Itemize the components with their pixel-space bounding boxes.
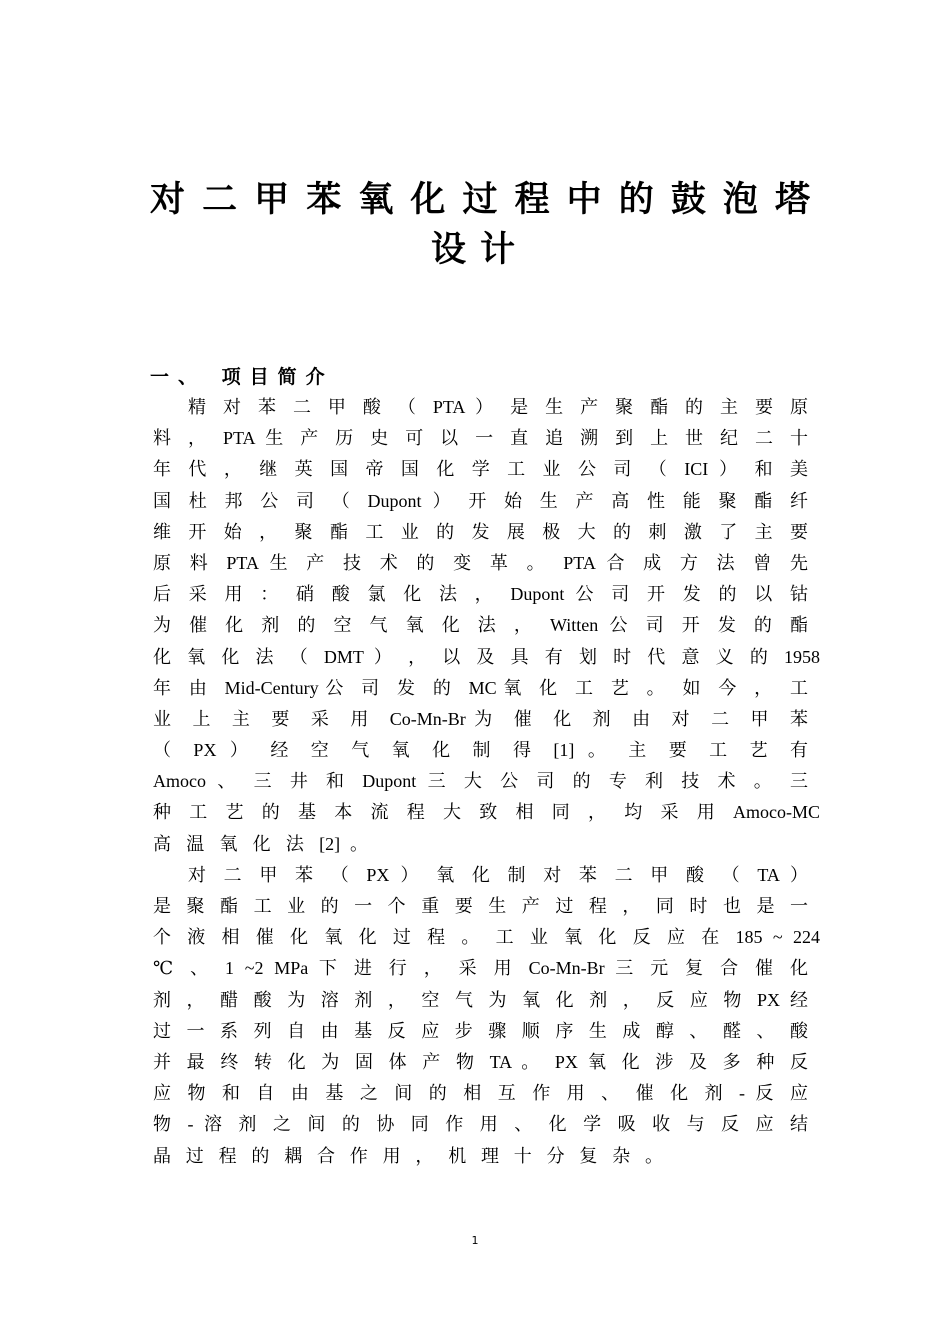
text-line: 晶 过 程 的 耦 合 作 用 ， 机 理 十 分 复 杂 。: [153, 1145, 663, 1166]
document-title-line-1: 对二甲苯氧化过程中的鼓泡塔: [150, 180, 810, 220]
text-line: 过 一 系 列 自 由 基 反 应 步 骤 顺 序 生 成 醇 、 醛 、 酸: [153, 1020, 808, 1041]
text-line: 料 ， PTA 生 产 历 史 可 以 一 直 追 溯 到 上 世 纪 二 十: [153, 428, 808, 449]
text-line: 剂 ， 醋 酸 为 溶 剂 ， 空 气 为 氧 化 剂 ， 反 应 物 PX 经: [153, 989, 808, 1010]
paragraph-2: [153, 860, 820, 1172]
text-line: 业 上 主 要 采 用 Co-Mn-Br为 催 化 剂 由 对 二 甲 苯: [153, 708, 808, 729]
text-line: 并 最 终 转 化 为 固 体 产 物 TA 。 PX 氧 化 涉 及 多 种 反: [153, 1051, 808, 1072]
text-line: 化 氧 化 法 （ DMT ） ， 以 及 具 有 划 时 代 意 义 的 1958: [153, 646, 821, 667]
text-line: 原 料 PTA 生 产 技 术 的 变 革 。 PTA 合 成 方 法 曾 先: [153, 552, 808, 573]
page-number: 1: [471, 1234, 479, 1247]
text-line: 年 代 ， 继 英 国 帝 国 化 学 工 业 公 司 （ ICI ） 和 美: [153, 459, 808, 480]
text-line: ℃ 、 1 ~2 MPa 下 进 行 ， 采 用 Co-Mn-Br 三 元 复 合 催 化: [153, 958, 808, 979]
text-line: （ PX ） 经 空 气 氧 化 制 得 [1] 。 主 要 工 艺 有: [153, 740, 808, 761]
text-line: 种 工 艺 的 基 本 流 程 大 致 相 同 ， 均 采 用 Amoco-MC: [153, 802, 820, 823]
text-line: Amoco 、 三 井 和 Dupont 三 大 公 司 的 专 利 技 术 。 三: [153, 771, 808, 792]
text-line: 后 采 用 ： 硝 酸 氯 化 法 ， Dupont 公 司 开 发 的 以 钴: [153, 584, 808, 605]
document-title-line-2: 设计: [430, 230, 529, 270]
text-line: 是 聚 酯 工 业 的 一 个 重 要 生 产 过 程 ， 同 时 也 是 一: [153, 896, 808, 916]
text-line: 年 由 Mid-Century公 司 发 的 MC氧 化 工 艺 。 如 今 ， 工: [153, 677, 808, 698]
text-line: 维 开 始 ， 聚 酯 工 业 的 发 展 极 大 的 刺 激 了 主 要: [153, 521, 808, 542]
section-heading: 一、 项目简介: [150, 366, 334, 388]
text-line: 精 对 苯 二 甲 酸 （ PTA ） 是 生 产 聚 酯 的 主 要 原: [188, 397, 808, 417]
text-line: 应 物 和 自 由 基 之 间 的 相 互 作 用 、 催 化 剂 - 反 应: [153, 1083, 808, 1104]
text-line: 对 二 甲 苯 （ PX ） 氧 化 制 对 苯 二 甲 酸 （ TA ）: [188, 864, 808, 885]
text-line: 物 - 溶 剂 之 间 的 协 同 作 用 、 化 学 吸 收 与 反 应 结: [153, 1114, 808, 1135]
document-body: [153, 392, 821, 1172]
text-line: 为 催 化 剂 的 空 气 氧 化 法 ， Witten 公 司 开 发 的 酯: [153, 615, 808, 636]
text-line: 高 温 氧 化 法 [2] 。: [153, 833, 368, 854]
paragraph-1: [153, 392, 821, 860]
text-line: 国 杜 邦 公 司 （ Dupont ） 开 始 生 产 高 性 能 聚 酯 纤: [153, 490, 808, 511]
text-line: 个 液 相 催 化 氧 化 过 程 。 工 业 氧 化 反 应 在 185 ~ 224: [153, 927, 820, 948]
